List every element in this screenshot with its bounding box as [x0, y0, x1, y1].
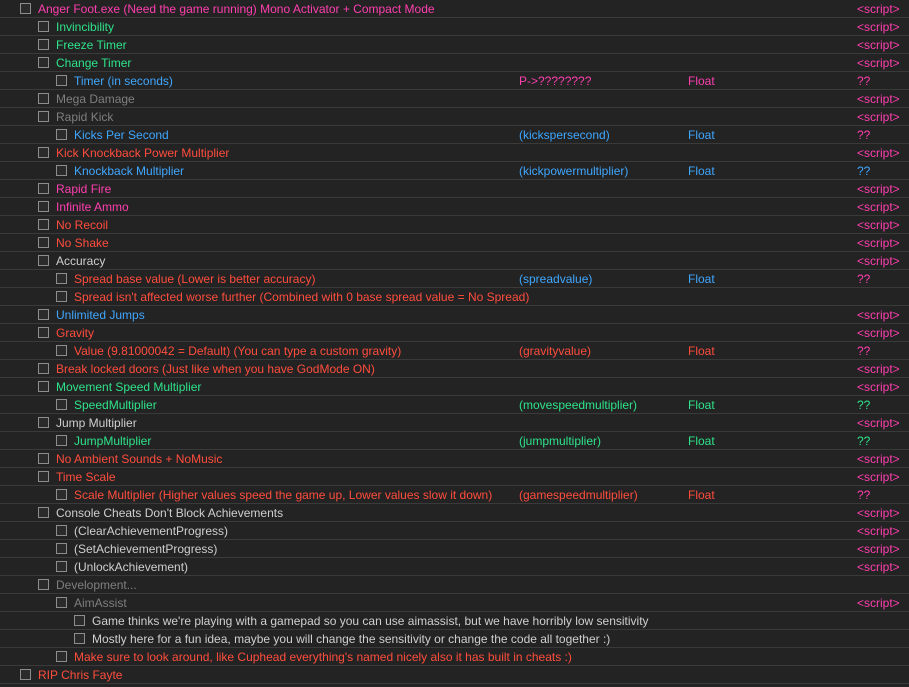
- table-row[interactable]: [0, 648, 909, 666]
- row-type[interactable]: Float: [688, 488, 715, 502]
- row-description[interactable]: Infinite Ammo: [56, 200, 129, 214]
- row-description[interactable]: Make sure to look around, like Cuphead everything's named nicely also it has built in cheats :): [74, 650, 572, 664]
- row-description[interactable]: Mega Damage: [56, 92, 135, 106]
- table-row[interactable]: [0, 540, 909, 558]
- row-description[interactable]: Rapid Fire: [56, 182, 112, 196]
- row-enable-checkbox[interactable]: [56, 435, 67, 446]
- row-enable-checkbox[interactable]: [20, 3, 31, 14]
- row-type[interactable]: Float: [688, 434, 715, 448]
- row-value[interactable]: <script>: [857, 326, 900, 340]
- row-value[interactable]: <script>: [857, 38, 900, 52]
- table-row[interactable]: [0, 54, 909, 72]
- row-enable-checkbox[interactable]: [38, 237, 49, 248]
- row-value[interactable]: <script>: [857, 20, 900, 34]
- row-enable-checkbox[interactable]: [56, 75, 67, 86]
- row-value[interactable]: ??: [857, 164, 871, 178]
- row-enable-checkbox[interactable]: [56, 561, 67, 572]
- table-row[interactable]: [0, 486, 909, 504]
- row-description[interactable]: Kicks Per Second: [74, 128, 169, 142]
- row-enable-checkbox[interactable]: [38, 93, 49, 104]
- row-enable-checkbox[interactable]: [38, 471, 49, 482]
- table-row[interactable]: [0, 144, 909, 162]
- row-description[interactable]: Change Timer: [56, 56, 132, 70]
- row-value[interactable]: ??: [857, 434, 871, 448]
- row-value[interactable]: <script>: [857, 596, 900, 610]
- row-enable-checkbox[interactable]: [38, 147, 49, 158]
- row-enable-checkbox[interactable]: [38, 111, 49, 122]
- row-enable-checkbox[interactable]: [56, 489, 67, 500]
- table-row[interactable]: [0, 432, 909, 450]
- table-row[interactable]: [0, 288, 909, 306]
- row-enable-checkbox[interactable]: [38, 39, 49, 50]
- table-row[interactable]: [0, 234, 909, 252]
- table-row[interactable]: [0, 252, 909, 270]
- row-value[interactable]: <script>: [857, 506, 900, 520]
- row-enable-checkbox[interactable]: [56, 129, 67, 140]
- row-divider: [0, 683, 909, 684]
- row-value[interactable]: <script>: [857, 416, 900, 430]
- row-type[interactable]: Float: [688, 74, 715, 88]
- row-value[interactable]: <script>: [857, 200, 900, 214]
- row-enable-checkbox[interactable]: [38, 21, 49, 32]
- row-description[interactable]: Freeze Timer: [56, 38, 127, 52]
- table-row[interactable]: [0, 18, 909, 36]
- table-row[interactable]: [0, 666, 909, 684]
- row-description[interactable]: Jump Multiplier: [56, 416, 137, 430]
- row-address[interactable]: (spreadvalue): [519, 272, 593, 286]
- row-description[interactable]: Invincibility: [56, 20, 115, 34]
- row-value[interactable]: <script>: [857, 218, 900, 232]
- table-row[interactable]: [0, 594, 909, 612]
- row-enable-checkbox[interactable]: [38, 453, 49, 464]
- row-value[interactable]: <script>: [857, 380, 900, 394]
- row-description[interactable]: SpeedMultiplier: [74, 398, 157, 412]
- row-value[interactable]: ??: [857, 344, 871, 358]
- table-row[interactable]: [0, 270, 909, 288]
- row-description[interactable]: Anger Foot.exe (Need the game running) Mono Activator + Compact Mode: [38, 2, 435, 16]
- row-enable-checkbox[interactable]: [38, 507, 49, 518]
- row-description[interactable]: RIP Chris Fayte: [38, 668, 123, 682]
- row-enable-checkbox[interactable]: [38, 309, 49, 320]
- row-type[interactable]: Float: [688, 398, 715, 412]
- row-value[interactable]: <script>: [857, 110, 900, 124]
- table-row[interactable]: [0, 378, 909, 396]
- row-value[interactable]: ??: [857, 74, 871, 88]
- row-value[interactable]: <script>: [857, 524, 900, 538]
- table-row[interactable]: [0, 396, 909, 414]
- row-enable-checkbox[interactable]: [56, 543, 67, 554]
- row-enable-checkbox[interactable]: [38, 219, 49, 230]
- row-enable-checkbox[interactable]: [38, 327, 49, 338]
- row-type[interactable]: Float: [688, 272, 715, 286]
- row-address[interactable]: (jumpmultiplier): [519, 434, 602, 448]
- row-description[interactable]: Value (9.81000042 = Default) (You can type a custom gravity): [74, 344, 402, 358]
- row-enable-checkbox[interactable]: [38, 417, 49, 428]
- row-enable-checkbox[interactable]: [38, 381, 49, 392]
- row-value[interactable]: <script>: [857, 182, 900, 196]
- row-description[interactable]: Accuracy: [56, 254, 106, 268]
- table-row[interactable]: [0, 576, 909, 594]
- row-enable-checkbox[interactable]: [20, 669, 31, 680]
- table-row[interactable]: [0, 450, 909, 468]
- row-description[interactable]: Spread isn't affected worse further (Combined with 0 base spread value = No Spread): [74, 290, 530, 304]
- row-value[interactable]: <script>: [857, 146, 900, 160]
- table-row[interactable]: [0, 342, 909, 360]
- table-row[interactable]: [0, 360, 909, 378]
- row-description[interactable]: Kick Knockback Power Multiplier: [56, 146, 230, 160]
- table-row[interactable]: [0, 180, 909, 198]
- row-description[interactable]: Rapid Kick: [56, 110, 114, 124]
- row-value[interactable]: <script>: [857, 362, 900, 376]
- row-address[interactable]: (gravityvalue): [519, 344, 592, 358]
- row-enable-checkbox[interactable]: [74, 633, 85, 644]
- row-enable-checkbox[interactable]: [38, 579, 49, 590]
- row-value[interactable]: ??: [857, 272, 871, 286]
- row-value[interactable]: <script>: [857, 452, 900, 466]
- table-row[interactable]: [0, 504, 909, 522]
- table-row[interactable]: [0, 0, 909, 18]
- row-enable-checkbox[interactable]: [56, 345, 67, 356]
- table-row[interactable]: [0, 216, 909, 234]
- row-type[interactable]: Float: [688, 164, 715, 178]
- row-description[interactable]: AimAssist: [74, 596, 127, 610]
- row-description[interactable]: Development...: [56, 578, 137, 592]
- table-row[interactable]: [0, 198, 909, 216]
- row-value[interactable]: <script>: [857, 560, 900, 574]
- row-description[interactable]: JumpMultiplier: [74, 434, 152, 448]
- row-address[interactable]: (gamespeedmultiplier): [519, 488, 638, 502]
- row-description[interactable]: Knockback Multiplier: [74, 164, 185, 178]
- row-description[interactable]: Game thinks we're playing with a gamepad so you can use aimassist, but we have horribly low sensitivity: [92, 614, 649, 628]
- row-address[interactable]: (kickspersecond): [519, 128, 610, 142]
- row-value[interactable]: <script>: [857, 56, 900, 70]
- row-enable-checkbox[interactable]: [56, 273, 67, 284]
- row-description[interactable]: (ClearAchievementProgress): [74, 524, 229, 538]
- table-row[interactable]: [0, 612, 909, 630]
- row-enable-checkbox[interactable]: [56, 525, 67, 536]
- row-description[interactable]: Break locked doors (Just like when you have GodMode ON): [56, 362, 375, 376]
- row-enable-checkbox[interactable]: [38, 183, 49, 194]
- row-description[interactable]: Mostly here for a fun idea, maybe you will change the sensitivity or change the code all together :): [92, 632, 611, 646]
- row-address[interactable]: (kickpowermultiplier): [519, 164, 629, 178]
- table-row[interactable]: [0, 324, 909, 342]
- row-description[interactable]: Spread base value (Lower is better accuracy): [74, 272, 316, 286]
- table-row[interactable]: [0, 72, 909, 90]
- row-enable-checkbox[interactable]: [56, 651, 67, 662]
- table-row[interactable]: [0, 162, 909, 180]
- row-value[interactable]: <script>: [857, 470, 900, 484]
- row-value[interactable]: ??: [857, 398, 871, 412]
- table-row[interactable]: [0, 306, 909, 324]
- row-enable-checkbox[interactable]: [38, 363, 49, 374]
- row-address[interactable]: P->????????: [519, 74, 592, 88]
- table-row[interactable]: [0, 630, 909, 648]
- table-row[interactable]: [0, 36, 909, 54]
- row-description[interactable]: Scale Multiplier (Higher values speed the game up, Lower values slow it down): [74, 488, 493, 502]
- table-row[interactable]: [0, 558, 909, 576]
- table-row[interactable]: [0, 522, 909, 540]
- row-description[interactable]: Timer (in seconds): [74, 74, 173, 88]
- row-value[interactable]: ??: [857, 128, 871, 142]
- row-enable-checkbox[interactable]: [38, 255, 49, 266]
- row-type[interactable]: Float: [688, 128, 715, 142]
- row-enable-checkbox[interactable]: [38, 201, 49, 212]
- row-description[interactable]: No Ambient Sounds + NoMusic: [56, 452, 223, 466]
- row-value[interactable]: <script>: [857, 92, 900, 106]
- row-enable-checkbox[interactable]: [56, 399, 67, 410]
- table-row[interactable]: [0, 414, 909, 432]
- row-description[interactable]: No Recoil: [56, 218, 109, 232]
- row-value[interactable]: <script>: [857, 236, 900, 250]
- row-value[interactable]: <script>: [857, 542, 900, 556]
- table-row[interactable]: [0, 90, 909, 108]
- row-address[interactable]: (movespeedmultiplier): [519, 398, 638, 412]
- row-value[interactable]: <script>: [857, 254, 900, 268]
- row-type[interactable]: Float: [688, 344, 715, 358]
- row-value[interactable]: ??: [857, 488, 871, 502]
- row-enable-checkbox[interactable]: [56, 597, 67, 608]
- row-enable-checkbox[interactable]: [74, 615, 85, 626]
- table-row[interactable]: [0, 126, 909, 144]
- row-enable-checkbox[interactable]: [56, 165, 67, 176]
- row-description[interactable]: Unlimited Jumps: [56, 308, 145, 322]
- table-row[interactable]: [0, 108, 909, 126]
- row-description[interactable]: Time Scale: [56, 470, 116, 484]
- row-description[interactable]: (UnlockAchievement): [74, 560, 189, 574]
- row-enable-checkbox[interactable]: [38, 57, 49, 68]
- row-description[interactable]: Movement Speed Multiplier: [56, 380, 202, 394]
- row-description[interactable]: (SetAchievementProgress): [74, 542, 218, 556]
- row-description[interactable]: Gravity: [56, 326, 95, 340]
- row-description[interactable]: No Shake: [56, 236, 109, 250]
- row-value[interactable]: <script>: [857, 2, 900, 16]
- row-description[interactable]: Console Cheats Don't Block Achievements: [56, 506, 284, 520]
- row-enable-checkbox[interactable]: [56, 291, 67, 302]
- row-value[interactable]: <script>: [857, 308, 900, 322]
- table-row[interactable]: [0, 468, 909, 486]
